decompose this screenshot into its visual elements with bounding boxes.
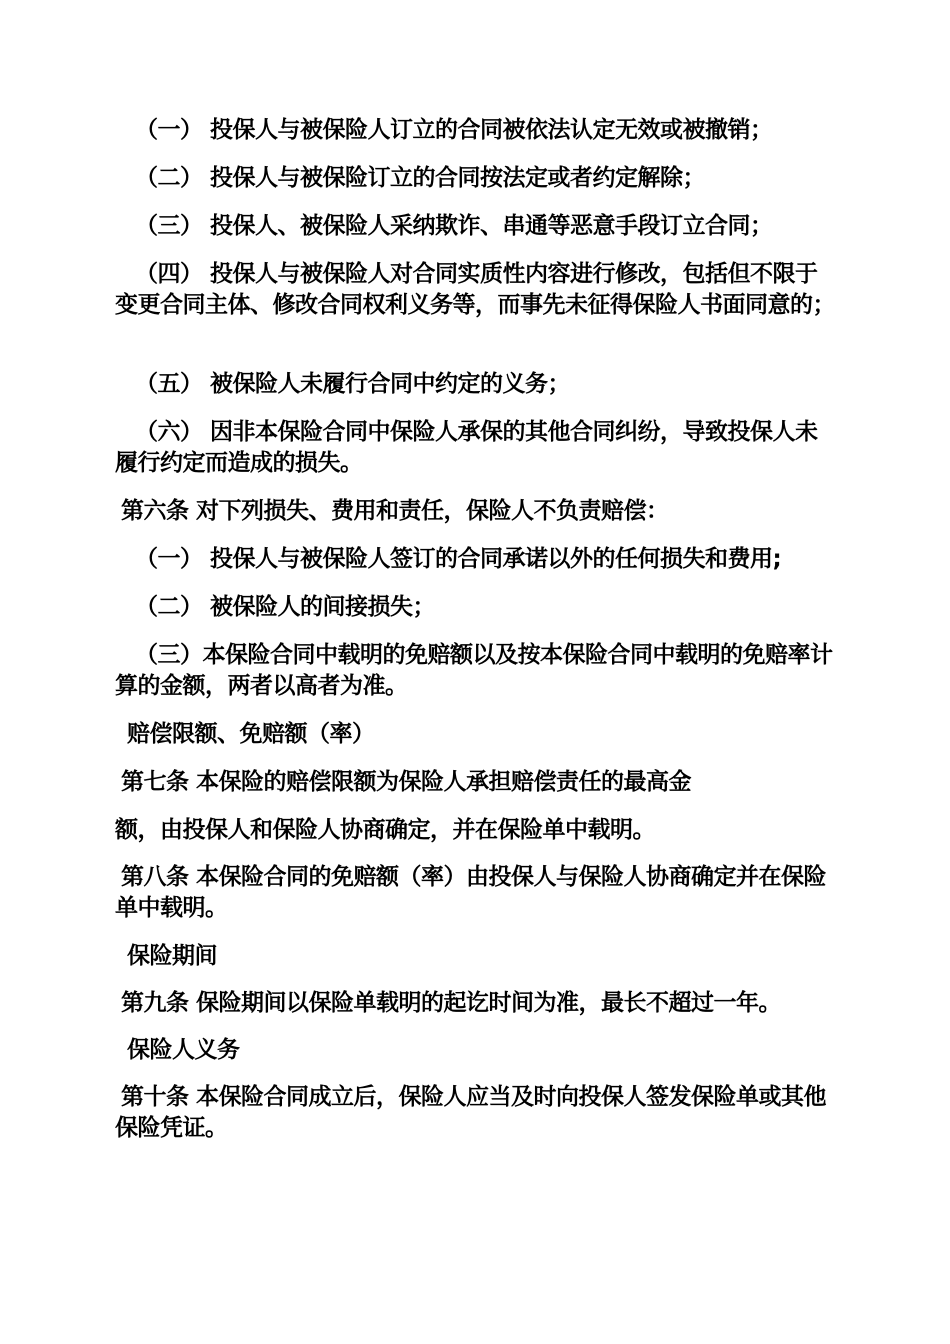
article-7: 第七条 本保险的赔偿限额为保险人承担赔偿责任的最高金 — [121, 769, 692, 795]
article-9: 第九条 保险期间以保险单载明的起讫时间为准，最长不超过一年。 — [121, 990, 782, 1016]
clause-item-1: （一） 投保人与被保险人订立的合同被依法认定无效或被撤销； — [135, 117, 773, 143]
article-7-continued: 额，由投保人和保险人协商确定，并在保险单中载明。 — [115, 817, 655, 843]
section-heading-period: 保险期间 — [127, 943, 217, 969]
exclusion-item-1: （一） 投保人与被保险人签订的合同承诺以外的任何损失和费用; — [135, 546, 782, 572]
section-heading-limits: 赔偿限额、免赔额（率） — [127, 721, 375, 747]
clause-item-3: （三） 投保人、被保险人采纳欺诈、串通等恶意手段订立合同； — [135, 213, 773, 239]
section-heading-obligations: 保险人义务 — [127, 1037, 240, 1063]
article-6: 第六条 对下列损失、费用和责任，保险人不负责赔偿： — [121, 498, 669, 524]
clause-item-6: （六） 因非本保险合同中保险人承保的其他合同纠纷，导致投保人未履行约定而造成的损失。 — [115, 419, 818, 476]
clause-item-5: （五） 被保险人未履行合同中约定的义务； — [135, 371, 571, 397]
clause-item-2: （二） 投保人与被保险订立的合同按法定或者约定解除； — [135, 165, 706, 191]
article-10: 第十条 本保险合同成立后，保险人应当及时向投保人签发保险单或其他保险凭证。 — [115, 1084, 827, 1141]
exclusion-item-2: （二） 被保险人的间接损失； — [135, 594, 436, 620]
clause-item-4: （四） 投保人与被保险人对合同实质性内容进行修改，包括但不限于变更合同主体、修改合同权利义务等，而事先未征得保险人书面同意的； — [115, 261, 835, 318]
exclusion-item-3: （三）本保险合同中载明的免赔额以及按本保险合同中载明的免赔率计算的金额，两者以高者为准。 — [115, 642, 833, 699]
article-8: 第八条 本保险合同的免赔额（率）由投保人与保险人协商确定并在保险单中载明。 — [115, 864, 827, 921]
